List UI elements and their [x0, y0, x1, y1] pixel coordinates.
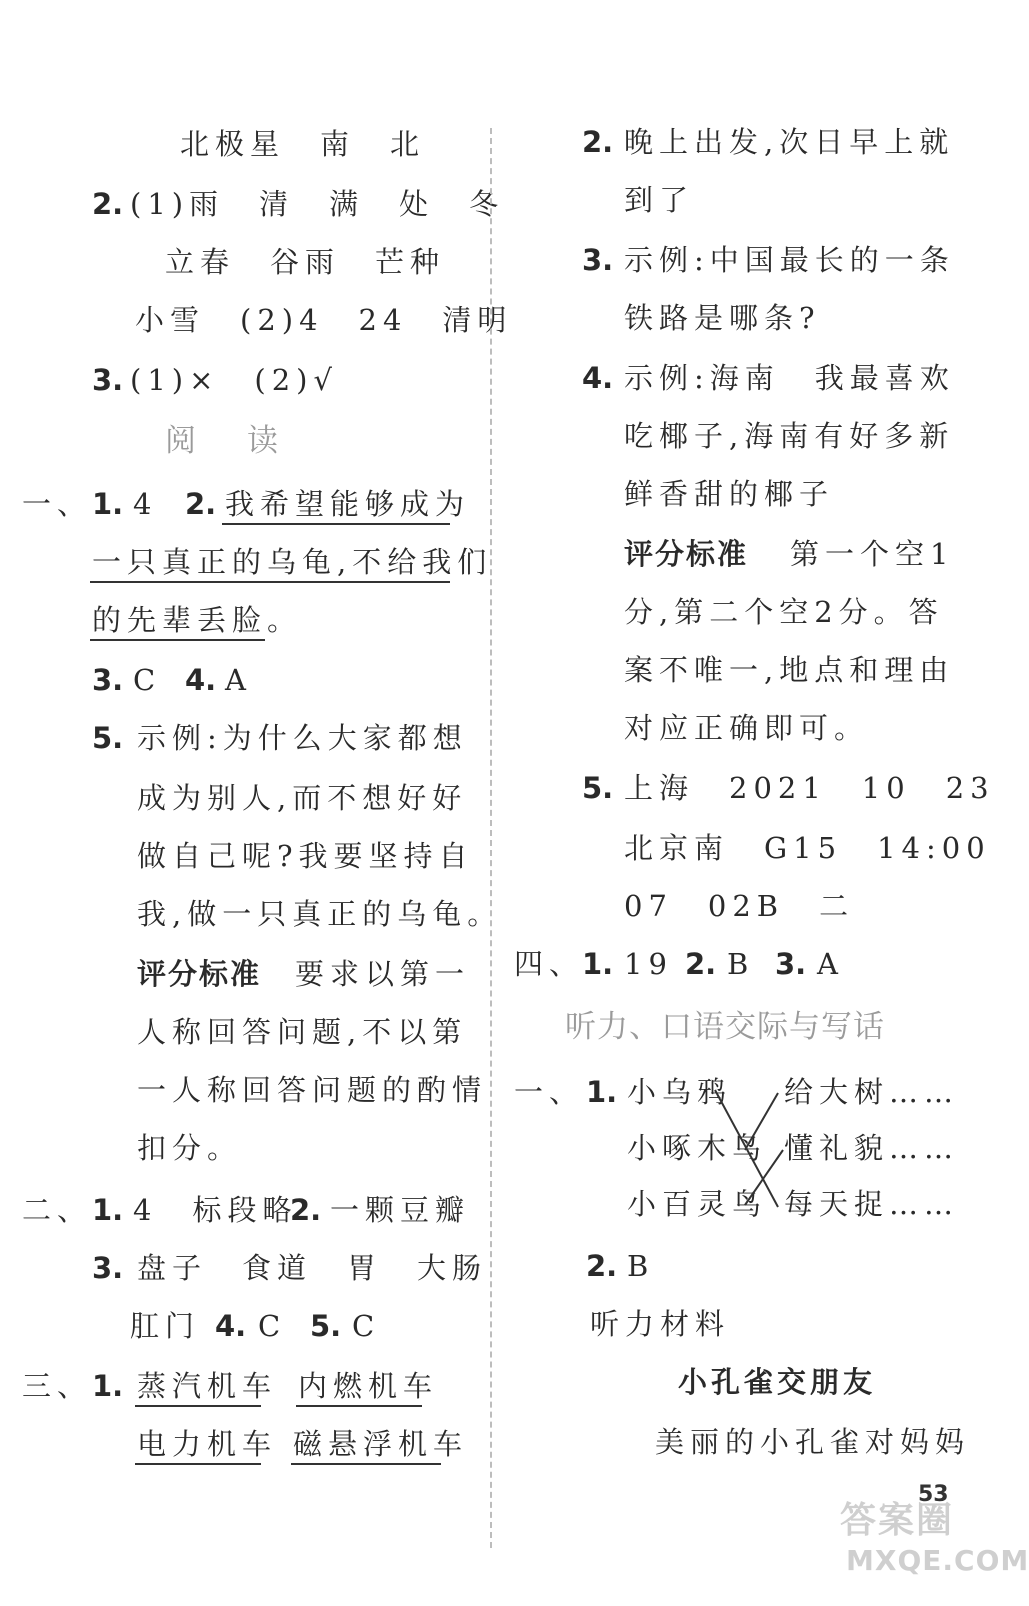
item-number: 2. — [586, 1249, 618, 1283]
answer-line: 北极星 南 北 — [180, 127, 426, 161]
answer-text: 07 02B 二 — [624, 889, 855, 923]
item-number: 3. — [92, 1251, 124, 1285]
material-label: 听力材料 — [590, 1307, 731, 1341]
item-number: 2. — [185, 487, 217, 521]
answer-text: 示例:海南 我最喜欢 — [624, 361, 955, 395]
answer-text: 到了 — [624, 183, 695, 217]
answer-text: 上海 2021 10 23 — [624, 771, 995, 805]
answer-text: 成为别人,而不想好好 — [137, 781, 468, 815]
question-group-mark: 二、 — [22, 1193, 93, 1227]
scoring-label: 评分标准 — [137, 957, 262, 991]
answer-text: 肛门 — [130, 1309, 201, 1343]
answer-text: 19 — [624, 947, 673, 981]
story-title: 小孔雀交朋友 — [678, 1365, 877, 1399]
answer-text: 晚上出发,次日早上就 — [624, 125, 955, 159]
answer-text: 做自己呢?我要坚持自 — [137, 839, 474, 873]
answer-text: C — [258, 1309, 287, 1343]
match-right-item: 每天捉…… — [784, 1187, 960, 1221]
answer-text: 内燃机车 — [298, 1369, 439, 1403]
answer-line: (1)× (2)√ — [130, 363, 338, 397]
answer-text: 示例:中国最长的一条 — [624, 243, 955, 277]
watermark-url: MXQE.COM — [846, 1544, 1029, 1577]
item-number: 4. — [582, 361, 614, 395]
item-number: 3. — [582, 243, 614, 277]
question-group-mark: 三、 — [22, 1369, 93, 1403]
scoring-text: 对应正确即可。 — [624, 711, 870, 745]
scoring-label: 评分标准 — [624, 537, 749, 571]
answer-text: C — [133, 663, 162, 697]
item-number: 4. — [215, 1309, 247, 1343]
question-group-mark: 一、 — [514, 1075, 585, 1109]
item-number: 4. — [185, 663, 217, 697]
answer-text: 吃椰子,海南有好多新 — [624, 419, 955, 453]
answer-text: 一颗豆瓣 — [330, 1193, 471, 1227]
item-number: 2. — [582, 125, 614, 159]
match-right-item: 给大树…… — [784, 1075, 960, 1109]
item-number: 5. — [310, 1309, 342, 1343]
item-number: 2. — [685, 947, 717, 981]
answer-text: 鲜香甜的椰子 — [624, 477, 835, 511]
item-number: 3. — [92, 663, 124, 697]
scoring-text: 一人称回答问题的酌情 — [137, 1073, 488, 1107]
item-number: 1. — [586, 1075, 618, 1109]
answer-line: 小雪 (2)4 24 清明 — [135, 303, 513, 337]
section-heading: 阅 读 — [165, 423, 288, 459]
answer-text: B — [627, 1249, 655, 1283]
answer-text: A — [225, 663, 252, 697]
scoring-text: 第一个空1 — [790, 537, 955, 571]
watermark — [838, 1492, 1029, 1596]
scoring-text: 分,第二个空2分。答 — [624, 595, 944, 629]
answer-text: 北京南 G15 14:00 — [624, 831, 991, 865]
answer-text: 4 — [133, 487, 158, 521]
match-line — [745, 1093, 778, 1150]
watermark-text: 答案圈 — [840, 1500, 955, 1541]
answer-text: B — [727, 947, 755, 981]
answer-text: C — [352, 1309, 381, 1343]
answer-line: (1)雨 清 满 处 冬 — [130, 187, 505, 221]
answer-text: 4 标段略 — [133, 1193, 298, 1227]
answer-text: 蒸汽机车 — [137, 1369, 278, 1403]
answer-text: 磁悬浮机车 — [293, 1427, 469, 1461]
answer-text: 电力机车 — [137, 1427, 278, 1461]
item-number: 3. — [775, 947, 807, 981]
item-number: 1. — [582, 947, 614, 981]
answer-text: 的先辈丢脸。 — [92, 603, 303, 637]
answer-text: A — [817, 947, 844, 981]
answer-line: 立春 谷雨 芒种 — [165, 245, 446, 279]
scoring-text: 扣分。 — [137, 1131, 243, 1165]
item-number: 1. — [92, 1193, 124, 1227]
answer-text: 盘子 食道 胃 大肠 — [137, 1251, 488, 1285]
section-heading: 听力、口语交际与写话 — [565, 1009, 885, 1045]
item-number: 5. — [582, 771, 614, 805]
item-number: 2. — [92, 187, 124, 221]
match-left-item: 小百灵鸟 — [627, 1187, 768, 1221]
answer-text: 我希望能够成为 — [225, 487, 471, 521]
match-left-item: 小乌鸦 — [627, 1075, 733, 1109]
story-text: 美丽的小孔雀对妈妈 — [655, 1425, 971, 1459]
item-number: 1. — [92, 487, 124, 521]
item-number: 3. — [92, 363, 124, 397]
item-number: 1. — [92, 1369, 124, 1403]
item-number: 5. — [92, 721, 124, 755]
scoring-text: 案不唯一,地点和理由 — [624, 653, 955, 687]
scoring-text: 要求以第一 — [295, 957, 471, 991]
item-number: 2. — [290, 1193, 322, 1227]
question-group-mark: 四、 — [514, 947, 585, 981]
question-group-mark: 一、 — [22, 487, 93, 521]
match-right-item: 懂礼貌…… — [784, 1131, 960, 1165]
page-number: 53 — [918, 1482, 949, 1507]
answer-text: 铁路是哪条? — [624, 301, 821, 335]
answer-text: 我,做一只真正的乌龟。 — [137, 897, 503, 931]
scoring-text: 人称回答问题,不以第 — [137, 1015, 468, 1049]
answer-text: 示例:为什么大家都想 — [137, 721, 468, 755]
match-left-item: 小啄木鸟 — [627, 1131, 768, 1165]
answer-text: 一只真正的乌龟,不给我们 — [92, 545, 493, 579]
